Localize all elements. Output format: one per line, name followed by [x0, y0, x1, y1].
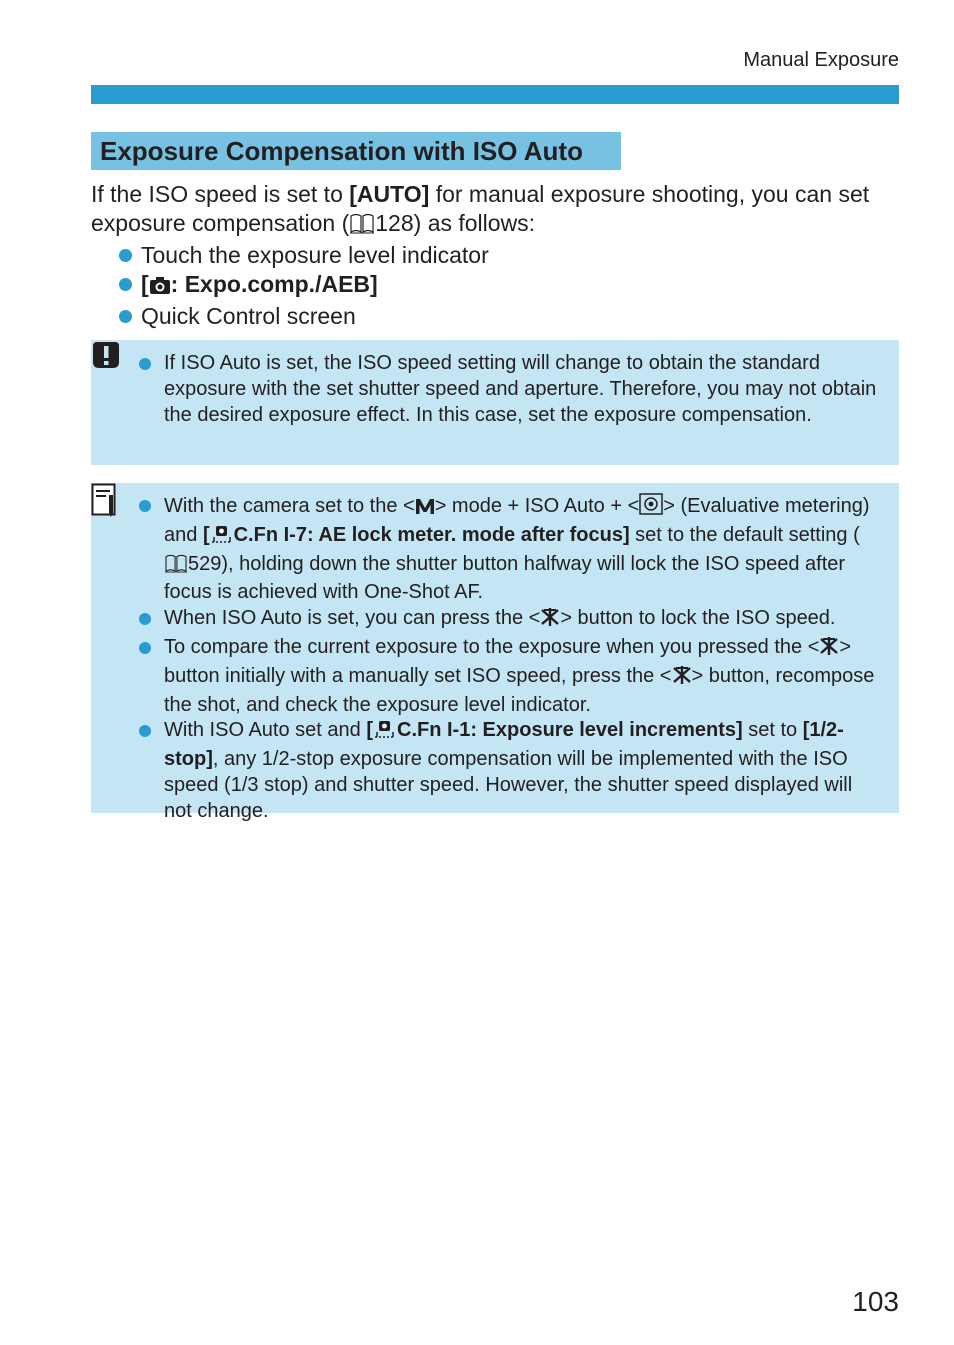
note-text: To compare the current exposure to the exposure when you pressed the <: [164, 635, 820, 658]
custom-function-name: C.Fn I-1: Exposure level increments]: [397, 719, 743, 742]
bullet-icon: [139, 358, 151, 370]
bullet-icon: [139, 725, 151, 737]
option-text: Touch the exposure level indicator: [141, 242, 489, 268]
note-box: [91, 483, 899, 822]
caution-box: [91, 340, 899, 465]
intro-paragraph: [91, 180, 891, 241]
memo-icon: [91, 483, 121, 524]
book-icon: [349, 212, 375, 241]
option-bracket: [: [141, 271, 149, 297]
setting-value: [1/2-stop]: [164, 719, 844, 771]
option-text: Quick Control screen: [141, 303, 356, 329]
page-reference[interactable]: 128: [375, 210, 414, 236]
camera-icon: [149, 273, 171, 302]
bullet-icon: [119, 310, 132, 323]
bullet-icon: [139, 613, 151, 625]
header-bar: [91, 85, 899, 104]
custom-function-name: C.Fn I-7: AE lock meter. mode after focus]: [233, 523, 630, 546]
section-title: Exposure Compensation with ISO Auto: [91, 132, 621, 170]
intro-text: for manual exposure shooting, you can set exposure compensation (: [91, 181, 870, 236]
ae-lock-icon: [540, 607, 560, 635]
intro-block: [91, 180, 891, 331]
note-text: With the camera set to the <: [164, 495, 415, 517]
note-text: When ISO Auto is set, you can press the <: [164, 607, 541, 630]
caution-list: [139, 351, 883, 428]
note-text: set to: [742, 719, 803, 742]
options-list: [91, 241, 891, 331]
book-icon: [164, 553, 188, 581]
list-item: [139, 635, 883, 718]
note-bracket: [: [366, 719, 373, 742]
intro-text: ) as follows:: [413, 210, 536, 236]
list-item: [119, 241, 891, 270]
evaluative-metering-icon: [639, 493, 663, 523]
page-number: 103: [852, 1286, 899, 1317]
caution-text: If ISO Auto is set, the ISO speed setting will change to obtain the standard exposure with the set shutter speed and aperture. Therefore, you may not obtain the desired exposure effect. In this case, set the exposure compensation.: [164, 352, 877, 426]
list-item: [139, 606, 883, 635]
list-item: [119, 302, 891, 331]
custom-function-icon: [210, 524, 234, 552]
list-item: [139, 718, 883, 824]
note-text: , any 1/2-stop exposure compensation will be implemented with the ISO speed (1/3 stop) and shutter speed. However, the shutter speed displayed will not change.: [164, 748, 853, 822]
note-text: With ISO Auto set and: [164, 719, 367, 742]
note-bracket: [: [202, 523, 210, 546]
custom-function-icon: [373, 719, 397, 747]
bullet-icon: [139, 642, 151, 654]
auto-setting: [AUTO]: [349, 181, 430, 207]
running-head: Manual Exposure: [743, 49, 899, 71]
note-text: ), holding down the shutter button halfway will lock the ISO speed after focus is achieved with One-Shot AF.: [164, 552, 846, 604]
ae-lock-icon: [672, 665, 692, 693]
ae-lock-icon: [819, 636, 839, 664]
note-text: > button, recompose the shot, and check the exposure level indicator.: [164, 664, 875, 716]
bullet-icon: [119, 278, 132, 291]
list-item: [139, 493, 883, 606]
bullet-icon: [139, 500, 151, 512]
note-list: [139, 493, 883, 825]
intro-text: If the ISO speed is set to: [91, 181, 350, 207]
note-text: > mode + ISO Auto + <: [434, 495, 640, 517]
note-text: > (Evaluative metering) and: [164, 495, 870, 546]
note-text: > button initially with a manually set ISO speed, press the <: [164, 635, 852, 687]
m-mode-icon: [415, 497, 435, 523]
bullet-icon: [119, 249, 132, 262]
page-reference[interactable]: 529: [188, 552, 222, 575]
list-item: [139, 351, 883, 428]
note-text: > button to lock the ISO speed.: [560, 607, 836, 630]
option-text: : Expo.comp./AEB]: [170, 271, 378, 297]
note-text: set to the default setting (: [629, 523, 860, 546]
list-item: [119, 270, 891, 302]
caution-icon: [91, 340, 121, 375]
